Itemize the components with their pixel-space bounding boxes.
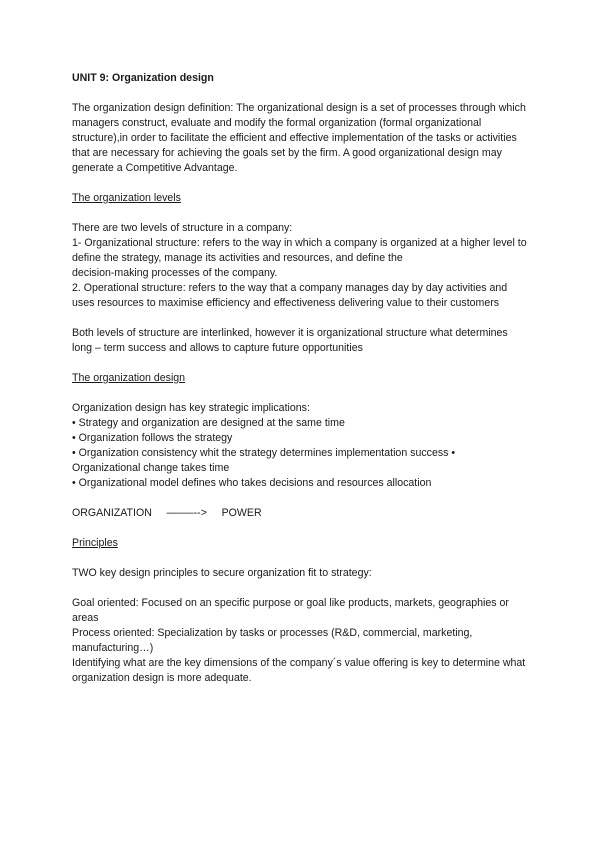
principle-goal-oriented: Goal oriented: Focused on an specific purpose or goal like products, markets, geographies or areas xyxy=(72,597,509,624)
levels-lead: There are two levels of structure in a company: xyxy=(72,222,293,234)
design-bullet-4: • Organizational model defines who takes decisions and resources allocation xyxy=(72,477,432,489)
principle-process-oriented: Process oriented: Specialization by tasks or processes (R&D, commercial, marketing, manufacturing…) xyxy=(72,627,473,654)
intro-paragraph: The organization design definition: The organizational design is a set of processes through which managers construct, evaluate and modify the formal organization (formal organizational structure),in order to facilitate the efficient and effective implementation of the tasks or activities that are necessary for achieving the goals set by the firm. A good organizational design may generate a Competitive Advantage. xyxy=(72,102,526,174)
principles-conclusion: Identifying what are the key dimensions of the company´s value offering is key to determine what organization design is more adequate. xyxy=(72,657,526,684)
design-bullet-2: • Organization follows the strategy xyxy=(72,432,233,444)
design-lead: Organization design has key strategic implications: xyxy=(72,402,310,414)
design-bullet-3-cont: Organizational change takes time xyxy=(72,462,230,474)
organization-power-arrow: ORGANIZATION ——–--> POWER xyxy=(72,507,262,519)
levels-item-1-cont: decision-making processes of the company. xyxy=(72,267,278,279)
section-heading-principles: Principles xyxy=(72,537,118,549)
levels-item-1: 1- Organizational structure: refers to the way in which a company is organized at a higher level to define the strategy, manage its activities and resources, and define the xyxy=(72,237,527,264)
document-body xyxy=(72,71,528,686)
levels-summary: Both levels of structure are interlinked, however it is organizational structure what determines long – term success and allows to capture future opportunities xyxy=(72,327,508,354)
levels-item-2: 2. Operational structure: refers to the way that a company manages day by day activities and uses resources to maximise efficiency and effectiveness delivering value to their customers xyxy=(72,282,508,309)
page-title: UNIT 9: Organization design xyxy=(72,72,214,84)
section-heading-design: The organization design xyxy=(72,372,186,384)
design-bullet-3: • Organization consistency whit the strategy determines implementation success • xyxy=(72,447,456,459)
principles-lead: TWO key design principles to secure organization fit to strategy: xyxy=(72,567,372,579)
design-bullet-1: • Strategy and organization are designed at the same time xyxy=(72,417,345,429)
section-heading-levels: The organization levels xyxy=(72,192,181,204)
